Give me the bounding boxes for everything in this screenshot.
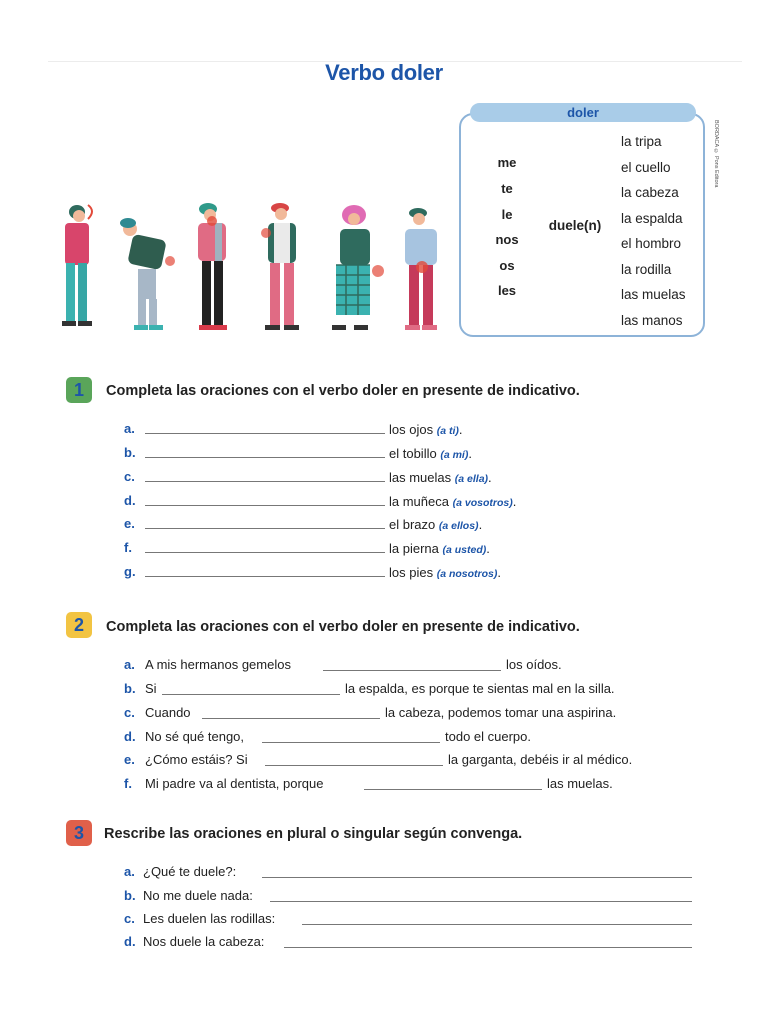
answer-line[interactable] xyxy=(270,889,692,902)
exercise-end: . xyxy=(458,422,463,437)
exercise-letter: b. xyxy=(124,888,136,903)
exercise-row xyxy=(145,469,492,485)
exercise-end: . xyxy=(486,541,490,556)
answer-blank[interactable] xyxy=(262,730,440,743)
answer-blank[interactable] xyxy=(145,493,385,506)
section-1-badge: 1 xyxy=(66,377,92,403)
answer-line[interactable] xyxy=(284,935,692,948)
exercise-text: los pies xyxy=(389,565,434,580)
exercise-end: . xyxy=(512,494,517,509)
body-part-item: el hombro xyxy=(621,236,682,251)
exercise-end: . xyxy=(478,517,483,532)
person-2-figure xyxy=(120,218,175,330)
exercise-letter: c. xyxy=(124,705,135,720)
exercise-hint: (a ella) xyxy=(454,473,489,485)
answer-blank[interactable] xyxy=(145,445,385,458)
answer-line[interactable] xyxy=(302,912,692,925)
answer-blank[interactable] xyxy=(265,753,443,766)
exercise-text-after: los oídos. xyxy=(506,657,562,672)
exercise-letter: e. xyxy=(124,752,135,767)
section-3-badge: 3 xyxy=(66,820,92,846)
exercise-text: las muelas xyxy=(389,470,452,485)
exercise-text-after: la espalda, es porque te sientas mal en la silla. xyxy=(345,681,615,696)
exercise-row xyxy=(145,421,463,437)
exercise-letter: g. xyxy=(124,564,136,579)
exercise-text: los ojos xyxy=(389,422,434,437)
body-part-item: la espalda xyxy=(621,211,683,226)
exercise-text: ¿Qué te duele?: xyxy=(143,864,237,879)
exercise-row xyxy=(145,540,490,556)
exercise-letter: d. xyxy=(124,934,136,949)
exercise-hint: (a ti) xyxy=(436,425,459,437)
exercise-text: Les duelen las rodillas: xyxy=(143,911,276,926)
exercise-end: . xyxy=(497,565,501,580)
exercise-letter: f. xyxy=(124,776,132,791)
body-part-item: la cabeza xyxy=(621,185,679,200)
exercise-text: la pierna xyxy=(389,541,439,556)
answer-blank[interactable] xyxy=(145,564,385,577)
answer-blank[interactable] xyxy=(162,682,340,695)
exercise-text: la muñeca xyxy=(389,494,449,509)
exercise-text-after: las muelas. xyxy=(547,776,613,791)
exercise-letter: d. xyxy=(124,729,136,744)
side-credit: BORDACA © Pons Editora xyxy=(713,120,719,188)
answer-blank[interactable] xyxy=(202,706,380,719)
body-part-item: las manos xyxy=(621,313,683,328)
exercise-letter: c. xyxy=(124,469,135,484)
exercise-row xyxy=(145,516,482,532)
exercise-text-before: ¿Cómo estáis? Si xyxy=(145,752,248,767)
exercise-text-after: todo el cuerpo. xyxy=(445,729,532,744)
exercise-end: . xyxy=(468,446,472,461)
doler-table-header: doler xyxy=(470,103,696,122)
body-part-item: la rodilla xyxy=(621,262,672,277)
exercise-text-after: la garganta, debéis ir al médico. xyxy=(448,752,633,767)
answer-blank[interactable] xyxy=(364,777,542,790)
exercise-hint: (a nosotros) xyxy=(436,568,498,580)
answer-line[interactable] xyxy=(262,865,692,878)
exercise-row xyxy=(145,493,516,509)
answer-blank[interactable] xyxy=(323,658,501,671)
exercise-letter: b. xyxy=(124,445,136,460)
pronoun-te: te xyxy=(501,181,513,196)
exercise-text-after: la cabeza, podemos tomar una aspirina. xyxy=(385,705,617,720)
person-5-figure xyxy=(332,205,384,330)
person-6-figure xyxy=(405,208,437,330)
pronoun-os: os xyxy=(499,258,515,273)
exercise-text: el tobillo xyxy=(389,446,437,461)
answer-blank[interactable] xyxy=(145,421,385,434)
section-2-instruction: Completa las oraciones con el verbo doler en presente de indicativo. xyxy=(106,619,580,635)
exercise-letter: a. xyxy=(124,421,135,436)
section-2-badge: 2 xyxy=(66,612,92,638)
body-part-item: el cuello xyxy=(621,160,671,175)
exercise-text-before: No sé qué tengo, xyxy=(145,729,245,744)
person-3-figure xyxy=(198,203,227,330)
exercise-text: el brazo xyxy=(389,517,436,532)
exercise-letter: a. xyxy=(124,657,135,672)
exercise-text-before: Cuando xyxy=(145,705,191,720)
pronoun-nos: nos xyxy=(495,232,519,247)
exercise-letter: d. xyxy=(124,493,136,508)
exercise-text: Nos duele la cabeza: xyxy=(143,934,265,949)
exercise-hint: (a mí) xyxy=(440,449,469,461)
body-part-item: las muelas xyxy=(621,287,686,302)
people-illustration xyxy=(48,195,453,345)
person-4-figure xyxy=(261,203,299,330)
exercise-letter: b. xyxy=(124,681,136,696)
exercise-row xyxy=(145,445,472,461)
section-3-instruction: Rescribe las oraciones en plural o singular según convenga. xyxy=(104,826,523,842)
pronoun-le: le xyxy=(501,207,513,222)
exercise-letter: c. xyxy=(124,911,135,926)
page-title: Verbo doler xyxy=(325,60,443,85)
exercise-letter: f. xyxy=(124,540,132,555)
exercise-letter: e. xyxy=(124,516,135,531)
pronoun-me: me xyxy=(497,155,517,170)
answer-blank[interactable] xyxy=(145,516,385,529)
exercise-hint: (a usted) xyxy=(442,544,487,556)
exercise-text-before: A mis hermanos gemelos xyxy=(145,657,291,672)
section-1-instruction: Completa las oraciones con el verbo doler en presente de indicativo. xyxy=(106,383,580,399)
verb-form: duele(n) xyxy=(548,218,602,233)
exercise-end: . xyxy=(488,470,492,485)
exercise-letter: a. xyxy=(124,864,135,879)
exercise-hint: (a ellos) xyxy=(438,520,479,532)
answer-blank[interactable] xyxy=(145,540,385,553)
answer-blank[interactable] xyxy=(145,469,385,482)
exercise-text-before: Mi padre va al dentista, porque xyxy=(145,776,324,791)
exercise-row xyxy=(145,564,501,580)
pronoun-les: les xyxy=(497,283,517,298)
exercise-text: No me duele nada: xyxy=(143,888,253,903)
exercise-text-before: Si xyxy=(145,681,157,696)
body-part-item: la tripa xyxy=(621,134,662,149)
exercise-hint: (a vosotros) xyxy=(452,497,513,509)
person-1-figure xyxy=(62,205,92,326)
